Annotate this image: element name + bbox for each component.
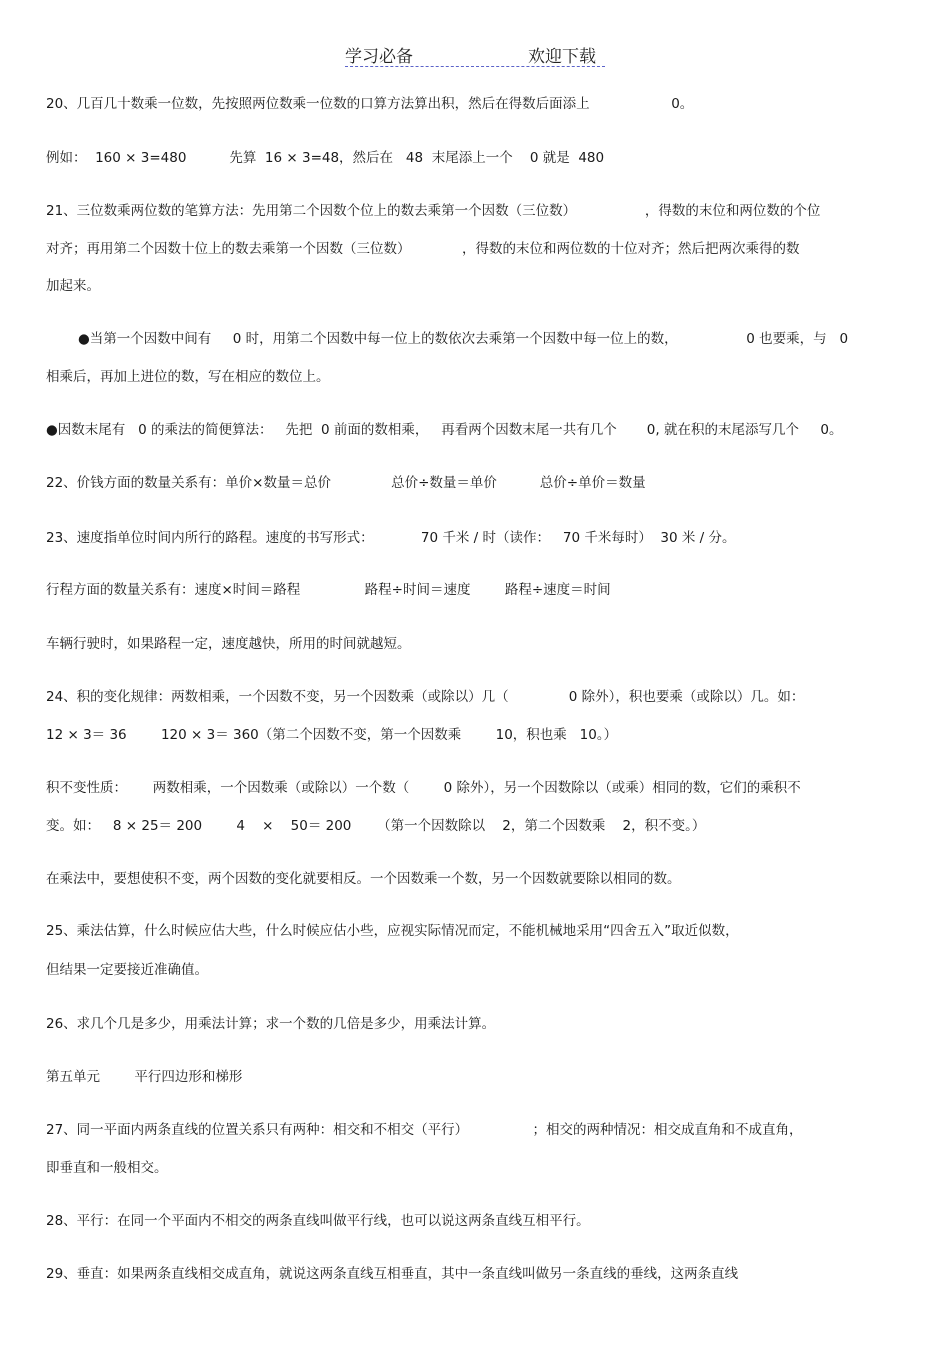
text-line: 积不变性质： 两数相乘，一个因数乘（或除以）一个数（ 0 除外），另一个因数除以（或乘）相同的数，它们的乘积不 bbox=[46, 780, 801, 796]
text-line: 即垂直和一般相交。 bbox=[46, 1160, 168, 1176]
text-line: 变。如： 8 × 25＝ 200 4 × 50＝ 200 （第一个因数除以 2，第二个因数乘 2，积不变。） bbox=[46, 818, 706, 834]
text-line: 车辆行驶时，如果路程一定，速度越快，所用的时间就越短。 bbox=[46, 636, 411, 652]
text-line: 但结果一定要接近准确值。 bbox=[46, 962, 208, 978]
text-line: 28、平行：在同一个平面内不相交的两条直线叫做平行线，也可以说这两条直线互相平行。 bbox=[46, 1213, 590, 1229]
text-line: 24、积的变化规律：两数相乘，一个因数不变，另一个因数乘（或除以）几（ 0 除外），积也要乘（或除以）几。如： bbox=[46, 689, 805, 705]
text-line: 行程方面的数量关系有：速度×时间＝路程 路程÷时间＝速度 路程÷速度＝时间 bbox=[46, 582, 611, 598]
header-left-text: 学习必备 bbox=[345, 47, 413, 67]
header-right-text: 欢迎下载 bbox=[528, 47, 596, 67]
text-line: 20、几百几十数乘一位数，先按照两位数乘一位数的口算方法算出积，然后在得数后面添上 0。 bbox=[46, 96, 694, 112]
text-line: 27、同一平面内两条直线的位置关系只有两种：相交和不相交（平行） ；相交的两种情况：相交成直角和不成直角， bbox=[46, 1122, 803, 1138]
text-line: ●因数末尾有 0 的乘法的简便算法： 先把 0 前面的数相乘， 再看两个因数末尾一共有几个 0, 就在积的末尾添写几个 0。 bbox=[46, 422, 843, 438]
text-line: 12 × 3＝ 36 120 × 3＝ 360（第二个因数不变，第一个因数乘 10，积也乘 10。） bbox=[46, 727, 618, 743]
text-line: 22、价钱方面的数量关系有：单价×数量＝总价 总价÷数量＝单价 总价÷单价＝数量 bbox=[46, 475, 646, 491]
text-line: 21、三位数乘两位数的笔算方法：先用第二个因数个位上的数去乘第一个因数（三位数） ，得数的末位和两位数的个位 bbox=[46, 203, 821, 219]
section-heading: 第五单元 平行四边形和梯形 bbox=[46, 1069, 243, 1085]
page-header bbox=[345, 42, 605, 67]
text-line: 26、求几个几是多少，用乘法计算；求一个数的几倍是多少，用乘法计算。 bbox=[46, 1016, 496, 1032]
text-line: 加起来。 bbox=[46, 278, 100, 294]
text-line: 23、速度指单位时间内所行的路程。速度的书写形式： 70 千米 / 时（读作： 70 千米每时） 30 米 / 分。 bbox=[46, 530, 736, 546]
text-line: 在乘法中，要想使积不变，两个因数的变化就要相反。一个因数乘一个数，另一个因数就要除以相同的数。 bbox=[46, 871, 681, 887]
text-line: 29、垂直：如果两条直线相交成直角，就说这两条直线互相垂直，其中一条直线叫做另一条直线的垂线，这两条直线 bbox=[46, 1266, 739, 1282]
text-line: 对齐；再用第二个因数十位上的数去乘第一个因数（三位数） ，得数的末位和两位数的十位对齐；然后把两次乘得的数 bbox=[46, 241, 800, 257]
text-line: 相乘后，再加上进位的数，写在相应的数位上。 bbox=[46, 369, 330, 385]
text-line: 例如： 160 × 3=480 先算 16 × 3=48，然后在 48 末尾添上一个 0 就是 480 bbox=[46, 150, 605, 166]
text-line: 25、乘法估算，什么时候应估大些，什么时候应估小些，应视实际情况而定，不能机械地采用“四舍五入”取近似数， bbox=[46, 923, 739, 939]
text-line: ●当第一个因数中间有 0 时，用第二个因数中每一位上的数依次去乘第一个因数中每一位上的数， 0 也要乘，与 0 bbox=[78, 331, 849, 347]
